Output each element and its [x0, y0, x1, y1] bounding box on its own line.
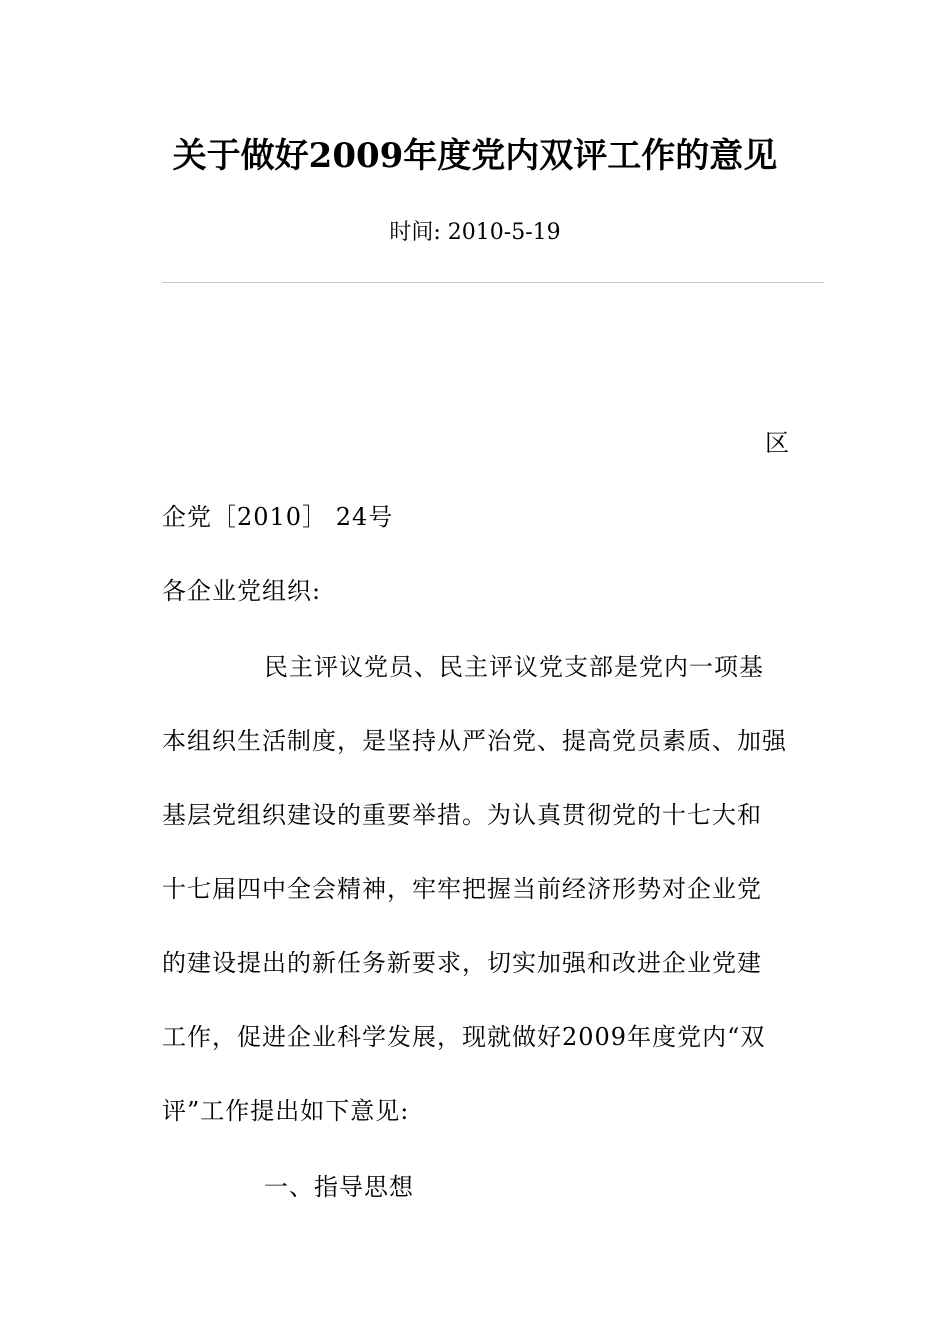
paragraph-line: 的建设提出的新任务新要求，切实加强和改进企业党建 — [162, 949, 762, 977]
time-label: 时间: — [389, 220, 441, 245]
section-heading: 一、指导思想 — [264, 1173, 414, 1201]
document-title: 关于做好2009年度党内双评工作的意见 — [172, 136, 778, 176]
publish-time — [0, 215, 950, 251]
paragraph-line: 十七届四中全会精神，牢牢把握当前经济形势对企业党 — [162, 875, 762, 903]
title-divider — [162, 282, 824, 283]
document-number: 企党［2010］ 24号 — [162, 503, 394, 531]
time-value: 2010-5-19 — [447, 220, 561, 245]
issuer-prefix: 区 — [765, 429, 790, 457]
paragraph-line: 评”工作提出如下意见: — [162, 1097, 410, 1125]
addressee: 各企业党组织: — [162, 577, 322, 605]
paragraph-line: 民主评议党员、民主评议党支部是党内一项基 — [264, 653, 764, 681]
paragraph-line: 本组织生活制度，是坚持从严治党、提高党员素质、加强 — [162, 727, 787, 755]
paragraph-line: 基层党组织建设的重要举措。为认真贯彻党的十七大和 — [162, 801, 762, 829]
paragraph-line: 工作，促进企业科学发展，现就做好2009年度党内“双 — [162, 1023, 766, 1051]
